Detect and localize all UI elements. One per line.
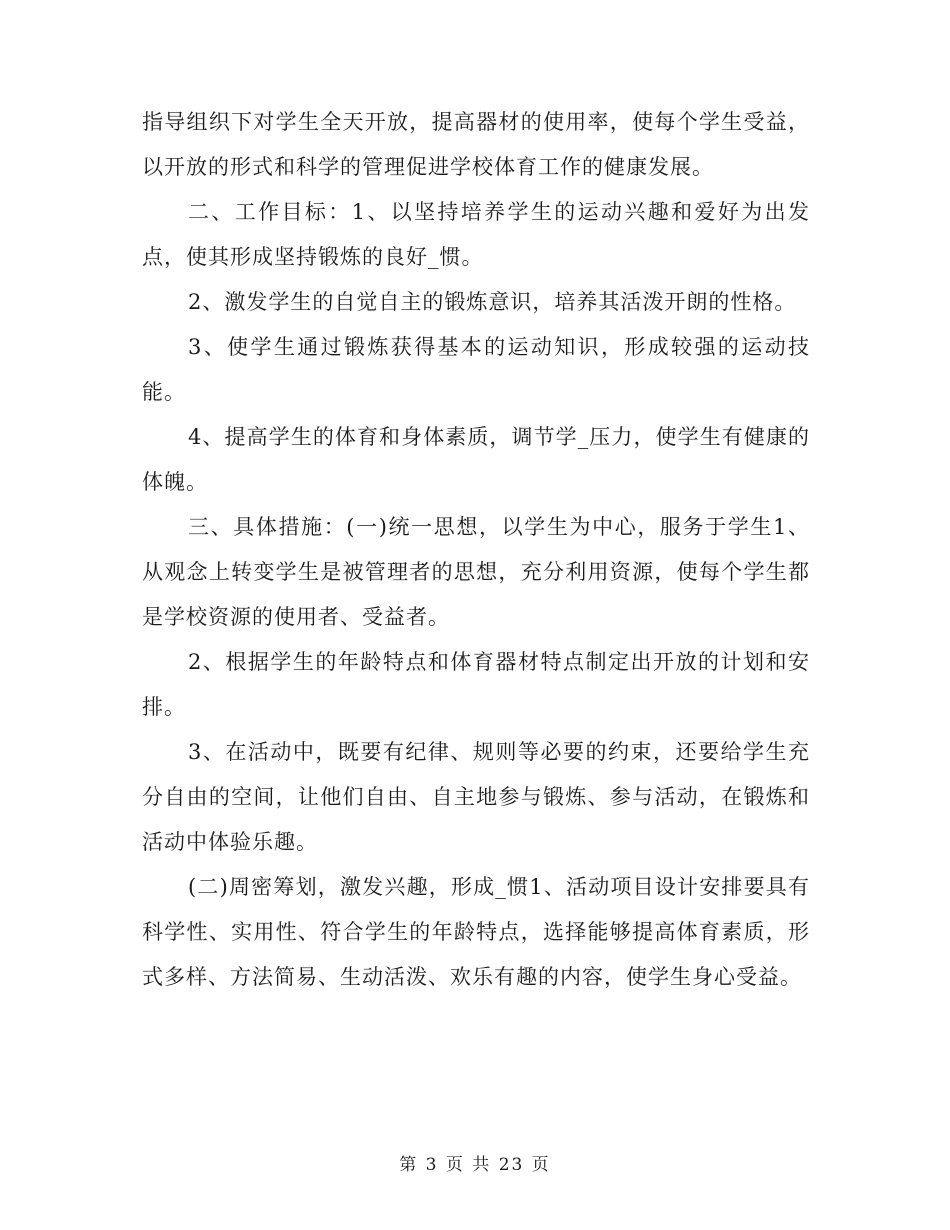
paragraph: 三、具体措施：(一)统一思想，以学生为中心，服务于学生1、从观念上转变学生是被管理者的思想，充分利用资源，使每个学生都是学校资源的使用者、受益者。 bbox=[142, 515, 810, 629]
paragraph: 3、使学生通过锻炼获得基本的运动知识，形成较强的运动技能。 bbox=[142, 335, 810, 404]
paragraph: 二、工作目标：1、以坚持培养学生的运动兴趣和爱好为出发点，使其形成坚持锻炼的良好_惯。 bbox=[142, 200, 810, 269]
document-body bbox=[142, 100, 810, 1000]
paragraph: 2、激发学生的自觉自主的锻炼意识，培养其活泼开朗的性格。 bbox=[188, 290, 797, 314]
paragraph: (二)周密筹划，激发兴趣，形成_惯1、活动项目设计安排要具有科学性、实用性、符合学生的年龄特点，选择能够提高体育素质，形式多样、方法简易、生动活泼、欢乐有趣的内容，使学生身心受益。 bbox=[142, 875, 810, 989]
page-number-footer: 第 3 页 共 23 页 bbox=[399, 1155, 551, 1175]
paragraph: 指导组织下对学生全天开放，提高器材的使用率，使每个学生受益，以开放的形式和科学的管理促进学校体育工作的健康发展。 bbox=[142, 110, 810, 179]
paragraph: 3、在活动中，既要有纪律、规则等必要的约束，还要给学生充分自由的空间，让他们自由、自主地参与锻炼、参与活动，在锻炼和活动中体验乐趣。 bbox=[142, 740, 810, 854]
paragraph: 4、提高学生的体育和身体素质，调节学_压力，使学生有健康的体魄。 bbox=[142, 425, 810, 494]
paragraph: 2、根据学生的年龄特点和体育器材特点制定出开放的计划和安排。 bbox=[142, 650, 810, 719]
